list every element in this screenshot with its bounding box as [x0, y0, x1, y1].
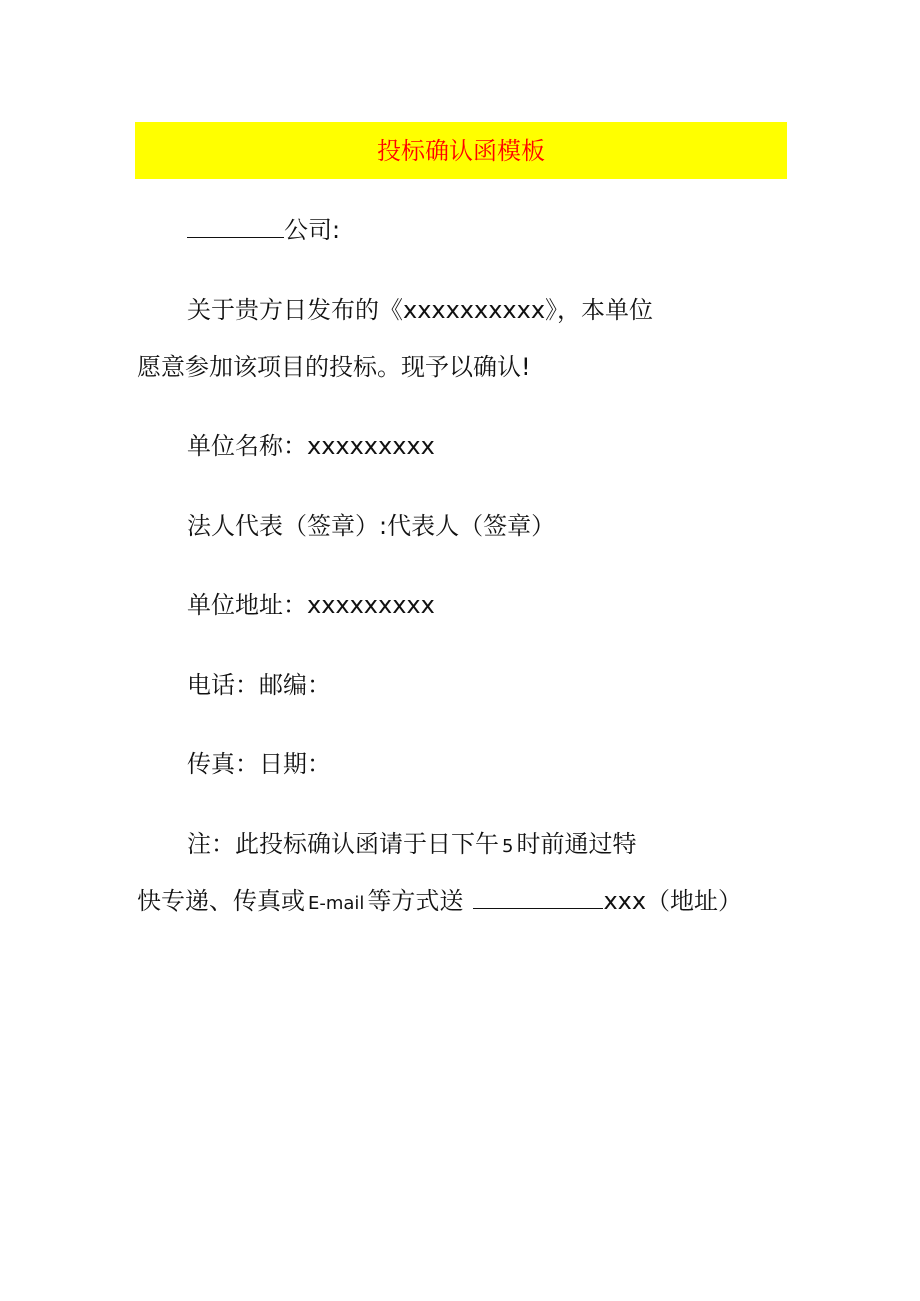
- document-title: 投标确认函模板: [377, 136, 545, 165]
- note-text-e: xxx（地址）: [603, 887, 743, 915]
- note-text-b: 时前通过特: [516, 830, 637, 858]
- paragraph-1-line-2: 愿意参加该项目的投标。现予以确认!: [137, 353, 531, 381]
- note-line-1: [187, 829, 636, 862]
- phone-zip-line: 电话：邮编：: [187, 671, 331, 699]
- note-text-a: 注：此投标确认函请于日下午: [187, 830, 499, 858]
- note-hour-number: 5: [502, 836, 514, 857]
- fax-date-line: 传真：日期：: [187, 750, 331, 778]
- note-line-2: [137, 886, 742, 919]
- unit-name-line: 单位名称：xxxxxxxxx: [187, 432, 435, 460]
- company-name-blank: [187, 215, 284, 238]
- unit-address-line: 单位地址：xxxxxxxxx: [187, 591, 435, 619]
- note-text-d: 等方式送: [367, 887, 464, 915]
- title-banner: [135, 122, 787, 179]
- paragraph-1-line-1: 关于贵方日发布的《xxxxxxxxxx》，本单位: [187, 296, 654, 324]
- legal-rep-line: 法人代表（签章）:代表人（签章）: [187, 512, 556, 540]
- addressee-line: [187, 215, 340, 245]
- addressee-suffix: 公司:: [284, 216, 341, 244]
- note-text-c: 快专递、传真或: [137, 887, 305, 915]
- note-email-word: E-mail: [308, 893, 365, 914]
- recipient-blank: [473, 886, 603, 909]
